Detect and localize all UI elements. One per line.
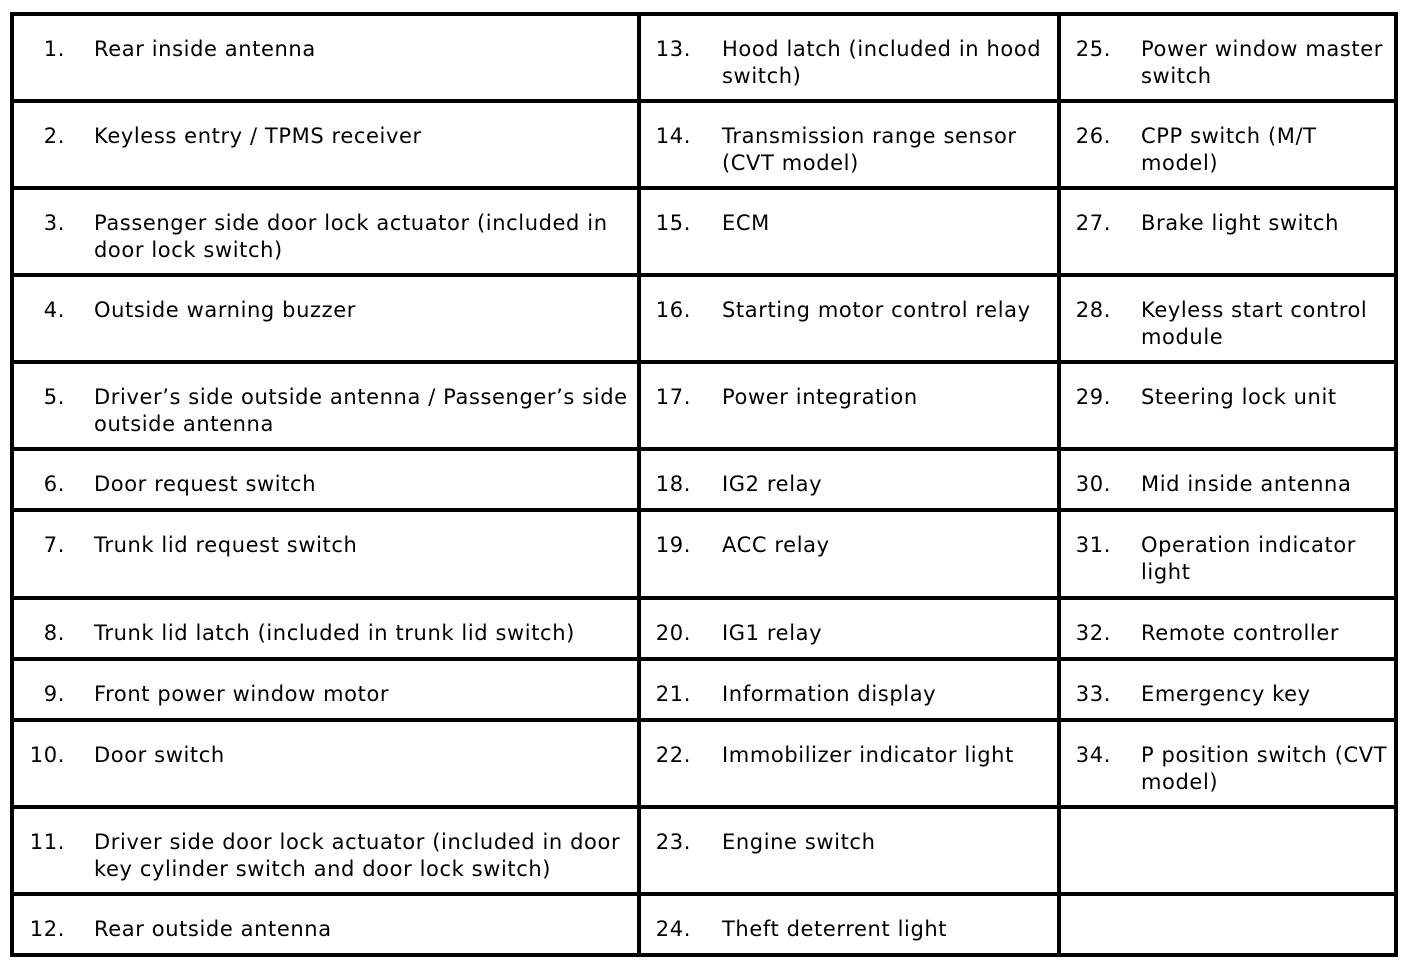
item-number: 17.	[655, 385, 691, 410]
legend-entry	[14, 896, 637, 943]
component-name: Mid inside antenna	[1141, 472, 1352, 497]
component-name: Operation indicator light	[1141, 533, 1357, 585]
legend-entry	[14, 661, 637, 708]
legend-entry	[1061, 451, 1394, 498]
legend-entry	[14, 512, 637, 559]
item-number: 18.	[655, 472, 691, 497]
component-name: Rear outside antenna	[94, 916, 332, 941]
item-number: 31.	[1075, 533, 1111, 558]
table-row	[12, 598, 1396, 659]
legend-entry	[641, 451, 1057, 498]
legend-entry	[14, 103, 637, 150]
item-number: 2.	[43, 124, 65, 149]
item-number: 23.	[655, 829, 691, 854]
component-name: Steering lock unit	[1141, 385, 1337, 410]
item-number: 11.	[29, 829, 65, 854]
component-name: Immobilizer indicator light	[722, 742, 1014, 767]
legend-entry	[14, 600, 637, 647]
item-number: 19.	[655, 533, 691, 558]
legend-entry	[641, 277, 1057, 324]
legend-cell	[1059, 720, 1396, 807]
legend-entry	[641, 512, 1057, 559]
legend-entry	[14, 451, 637, 498]
item-number: 25.	[1075, 37, 1111, 61]
item-number: 24.	[655, 916, 691, 941]
component-name: ACC relay	[722, 533, 830, 558]
legend-cell	[12, 14, 639, 101]
legend-cell	[639, 720, 1059, 807]
component-name: Remote controller	[1141, 620, 1340, 645]
item-number: 21.	[655, 681, 691, 706]
legend-cell	[639, 659, 1059, 720]
item-number: 1.	[43, 37, 65, 61]
legend-cell	[12, 598, 639, 659]
component-name: CPP switch (M/T model)	[1141, 124, 1317, 176]
legend-cell	[1059, 14, 1396, 101]
component-name: Rear inside antenna	[94, 37, 316, 61]
item-number: 30.	[1075, 472, 1111, 497]
legend-entry	[1061, 364, 1394, 411]
legend-entry	[641, 661, 1057, 708]
component-name: Outside warning buzzer	[94, 298, 356, 323]
legend-cell	[12, 275, 639, 362]
component-name: Keyless start control module	[1141, 298, 1368, 350]
item-number: 12.	[29, 916, 65, 941]
legend-cell	[639, 449, 1059, 510]
legend-cell	[1059, 188, 1396, 275]
legend-entry	[641, 190, 1057, 237]
item-number: 15.	[655, 211, 691, 236]
legend-cell	[1059, 659, 1396, 720]
table-row	[12, 510, 1396, 597]
legend-cell	[1059, 598, 1396, 659]
legend-cell	[639, 14, 1059, 101]
empty-cell	[1059, 894, 1396, 955]
component-name: Driver’s side outside antenna / Passenger’s side outside antenna	[94, 385, 628, 437]
legend-entry	[14, 277, 637, 324]
item-number: 26.	[1075, 124, 1111, 149]
component-name: Power integration	[722, 385, 918, 410]
table-row	[12, 807, 1396, 894]
table-row	[12, 101, 1396, 188]
item-number: 34.	[1075, 742, 1111, 767]
legend-entry	[641, 364, 1057, 411]
component-name: Theft deterrent light	[722, 916, 948, 941]
legend-entry	[1061, 722, 1394, 796]
legend-cell	[1059, 449, 1396, 510]
item-number: 28.	[1075, 298, 1111, 323]
component-name: Starting motor control relay	[722, 298, 1031, 323]
legend-cell	[12, 510, 639, 597]
component-legend-table	[10, 12, 1398, 957]
component-name: Door request switch	[94, 472, 317, 497]
legend-cell	[12, 659, 639, 720]
component-name: Passenger side door lock actuator (included in door lock switch)	[94, 211, 608, 263]
table-row	[12, 188, 1396, 275]
legend-entry	[641, 896, 1057, 943]
legend-cell	[1059, 362, 1396, 449]
table-row	[12, 720, 1396, 807]
item-number: 4.	[43, 298, 65, 323]
legend-entry	[14, 190, 637, 264]
legend-cell	[12, 101, 639, 188]
component-name: Front power window motor	[94, 681, 390, 706]
item-number: 8.	[43, 620, 65, 645]
item-number: 10.	[29, 742, 65, 767]
component-name: Information display	[722, 681, 937, 706]
legend-entry	[1061, 661, 1394, 708]
item-number: 7.	[43, 533, 65, 558]
legend-cell	[12, 188, 639, 275]
component-name: Brake light switch	[1141, 211, 1339, 236]
legend-entry	[1061, 277, 1394, 351]
item-number: 3.	[43, 211, 65, 236]
legend-entry	[1061, 16, 1394, 90]
component-name: Hood latch (included in hood switch)	[722, 37, 1042, 88]
item-number: 16.	[655, 298, 691, 323]
component-name: Keyless entry / TPMS receiver	[94, 124, 422, 149]
table-row	[12, 275, 1396, 362]
legend-entry	[641, 103, 1057, 177]
legend-cell	[12, 362, 639, 449]
component-name: Driver side door lock actuator (included in door key cylinder switch and door lock switch)	[94, 829, 621, 881]
legend-cell	[1059, 101, 1396, 188]
component-name: Trunk lid request switch	[94, 533, 358, 558]
legend-cell	[639, 510, 1059, 597]
legend-entry	[14, 364, 637, 438]
legend-entry	[641, 16, 1057, 90]
legend-cell	[639, 894, 1059, 955]
component-name: IG2 relay	[722, 472, 823, 497]
legend-cell	[639, 362, 1059, 449]
legend-entry	[1061, 512, 1394, 586]
legend-cell	[1059, 510, 1396, 597]
item-number: 22.	[655, 742, 691, 767]
legend-entry	[641, 600, 1057, 647]
legend-entry	[1061, 103, 1394, 177]
legend-entry	[641, 809, 1057, 856]
item-number: 27.	[1075, 211, 1111, 236]
table-row	[12, 449, 1396, 510]
component-name: Transmission range sensor (CVT model)	[722, 124, 1017, 176]
legend-table-body	[12, 14, 1396, 955]
legend-cell	[639, 598, 1059, 659]
component-name: Trunk lid latch (included in trunk lid switch)	[94, 620, 575, 645]
legend-cell	[1059, 275, 1396, 362]
component-name: Door switch	[94, 742, 225, 767]
item-number: 32.	[1075, 620, 1111, 645]
item-number: 9.	[43, 681, 65, 706]
legend-cell	[12, 720, 639, 807]
table-row	[12, 659, 1396, 720]
legend-entry	[1061, 600, 1394, 647]
item-number: 14.	[655, 124, 691, 149]
item-number: 20.	[655, 620, 691, 645]
table-row	[12, 362, 1396, 449]
item-number: 13.	[655, 37, 691, 61]
table-row	[12, 14, 1396, 101]
legend-entry	[1061, 190, 1394, 237]
item-number: 5.	[43, 385, 65, 410]
legend-cell	[639, 188, 1059, 275]
legend-entry	[14, 722, 637, 769]
component-name: ECM	[722, 211, 770, 236]
item-number: 6.	[43, 472, 65, 497]
legend-cell	[639, 101, 1059, 188]
component-name: IG1 relay	[722, 620, 823, 645]
item-number: 29.	[1075, 385, 1111, 410]
legend-cell	[12, 807, 639, 894]
component-name: Engine switch	[722, 829, 876, 854]
table-row	[12, 894, 1396, 955]
legend-entry	[14, 16, 637, 63]
component-name: Power window master switch	[1141, 37, 1383, 88]
component-name: P position switch (CVT model)	[1141, 742, 1388, 794]
item-number: 33.	[1075, 681, 1111, 706]
component-name: Emergency key	[1141, 681, 1311, 706]
legend-entry	[641, 722, 1057, 769]
legend-cell	[12, 449, 639, 510]
legend-entry	[14, 809, 637, 883]
legend-cell	[639, 275, 1059, 362]
legend-cell	[639, 807, 1059, 894]
legend-cell	[12, 894, 639, 955]
empty-cell	[1059, 807, 1396, 894]
